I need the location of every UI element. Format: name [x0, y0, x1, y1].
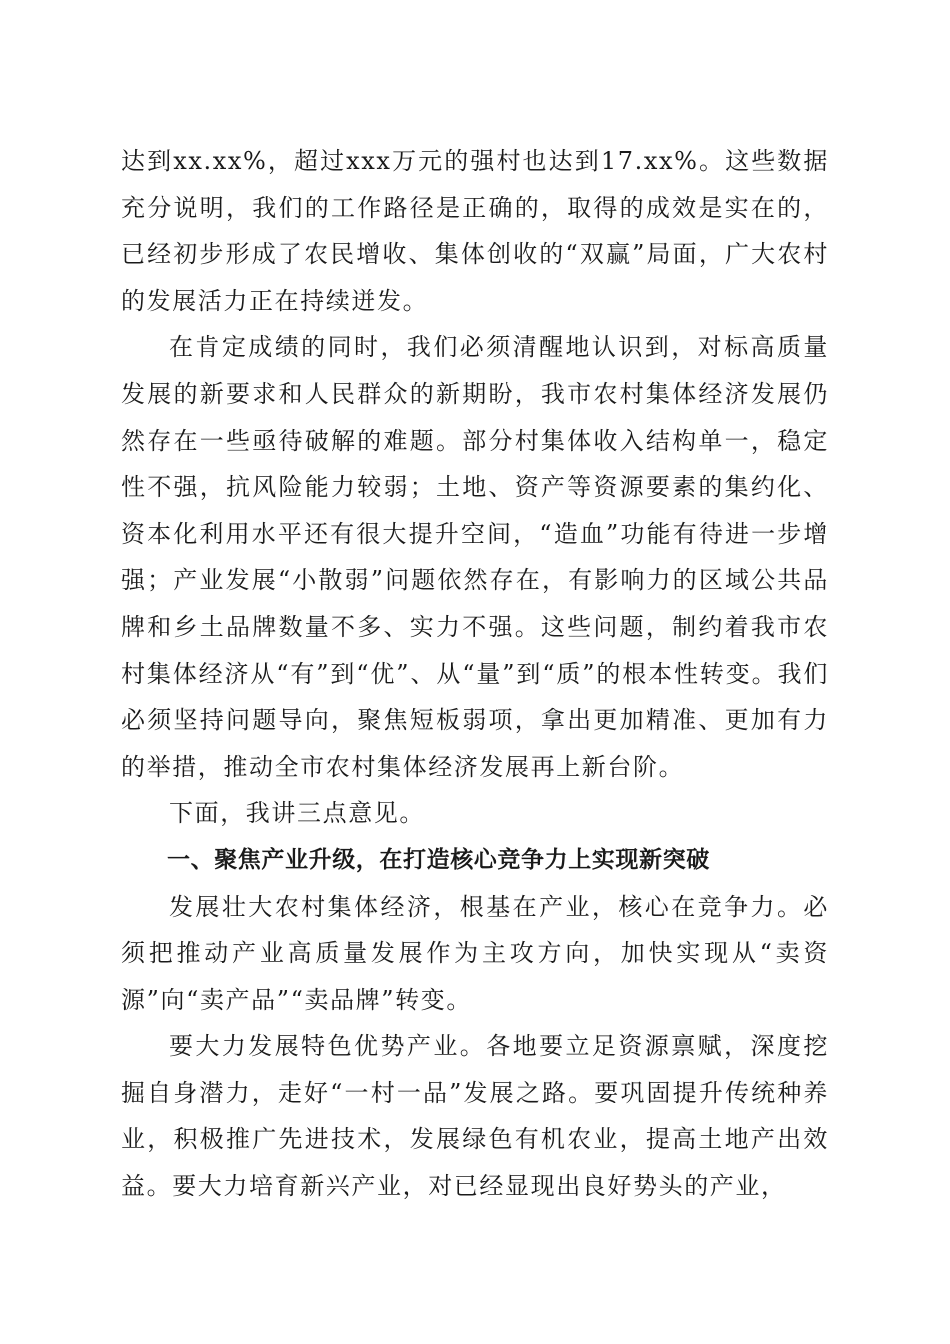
paragraph-specialty-industry: 要大力发展特色优势产业。各地要立足资源禀赋，深度挖掘自身潜力，走好“一村一品”发展之路。要巩固提升传统种养业，积极推广先进技术，发展绿色有机农业，提高土地产出效益。要大力培育新兴产业，对已经显现出良好势头的产业， — [121, 1032, 829, 1201]
section-heading: 一、聚焦产业升级，在打造核心竞争力上实现新突破 — [167, 846, 710, 873]
paragraph-continued: 达到xx.xx%，超过xxx万元的强村也达到17.xx%。这些数据充分说明，我们的工作路径是正确的，取得的成效是实在的，已经初步形成了农民增收、集体创收的“双赢”局面，广大农村的发展活力正在持续迸发。 — [121, 147, 829, 315]
paragraph-intro-opinions: 下面，我讲三点意见。 — [169, 799, 425, 828]
paragraph-problems: 在肯定成绩的同时，我们必须清醒地认识到，对标高质量发展的新要求和人民群众的新期盼，我市农村集体经济发展仍然存在一些亟待破解的难题。部分村集体收入结构单一，稳定性不强，抗风险能力较弱；土地、资产等资源要素的集约化、资本化利用水平还有很大提升空间，“造血”功能有待进一步增强；产业发展“小散弱”问题依然存在，有影响力的区域公共品牌和乡土品牌数量不多、实力不强。这些问题，制约着我市农村集体经济从“有”到“优”、从“量”到“质”的根本性转变。我们必须坚持问题导向，聚焦短板弱项，拿出更加精准、更加有力的举措，推动全市农村集体经济发展再上新台阶。 — [121, 333, 829, 781]
document-body — [121, 138, 829, 1210]
paragraph-industry-core: 发展壮大农村集体经济，根基在产业，核心在竞争力。必须把推动产业高质量发展作为主攻方向，加快实现从“卖资源”向“卖产品”“卖品牌”转变。 — [121, 892, 829, 1014]
